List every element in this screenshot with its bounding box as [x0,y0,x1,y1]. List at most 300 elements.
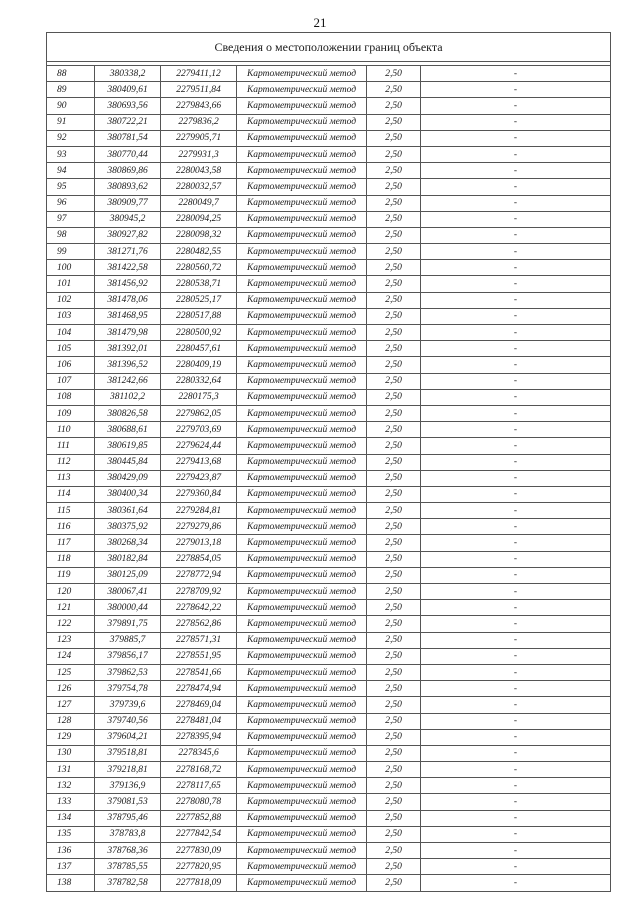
description-cell: - [421,438,611,454]
precision-cell: 2,50 [367,584,421,600]
x-coordinate-cell: 381396,52 [95,357,161,373]
page-number: 21 [313,15,327,30]
table-row [47,762,611,778]
precision-cell: 2,50 [367,810,421,826]
table-row [47,422,611,438]
point-number-cell: 92 [47,130,95,146]
point-number-cell: 119 [47,567,95,583]
precision-cell: 2,50 [367,405,421,421]
table-row [47,276,611,292]
method-cell: Картометрический метод [237,82,367,98]
method-cell: Картометрический метод [237,227,367,243]
table-row [47,357,611,373]
point-number-cell: 97 [47,211,95,227]
x-coordinate-cell: 381456,92 [95,276,161,292]
point-number-cell: 94 [47,163,95,179]
method-cell: Картометрический метод [237,875,367,891]
y-coordinate-cell: 2278642,22 [161,600,237,616]
table-row [47,859,611,875]
precision-cell: 2,50 [367,794,421,810]
method-cell: Картометрический метод [237,405,367,421]
table-row [47,470,611,486]
point-number-cell: 111 [47,438,95,454]
method-cell: Картометрический метод [237,745,367,761]
table-row [47,648,611,664]
description-cell: - [421,729,611,745]
precision-cell: 2,50 [367,357,421,373]
table-row [47,179,611,195]
x-coordinate-cell: 380409,61 [95,82,161,98]
method-cell: Картометрический метод [237,341,367,357]
precision-cell: 2,50 [367,422,421,438]
x-coordinate-cell: 380722,21 [95,114,161,130]
precision-cell: 2,50 [367,632,421,648]
method-cell: Картометрический метод [237,567,367,583]
point-number-cell: 115 [47,503,95,519]
method-cell: Картометрический метод [237,195,367,211]
method-cell: Картометрический метод [237,373,367,389]
precision-cell: 2,50 [367,567,421,583]
point-number-cell: 95 [47,179,95,195]
point-number-cell: 114 [47,486,95,502]
y-coordinate-cell: 2280332,64 [161,373,237,389]
table-row [47,98,611,114]
method-cell: Картометрический метод [237,551,367,567]
x-coordinate-cell: 380688,61 [95,422,161,438]
method-cell: Картометрический метод [237,697,367,713]
x-coordinate-cell: 380781,54 [95,130,161,146]
x-coordinate-cell: 380770,44 [95,146,161,162]
description-cell: - [421,648,611,664]
table-row [47,826,611,842]
x-coordinate-cell: 380125,09 [95,567,161,583]
y-coordinate-cell: 2278474,94 [161,681,237,697]
table-row [47,211,611,227]
x-coordinate-cell: 379081,53 [95,794,161,810]
y-coordinate-cell: 2280094,25 [161,211,237,227]
precision-cell: 2,50 [367,519,421,535]
y-coordinate-cell: 2278345,6 [161,745,237,761]
table-row [47,195,611,211]
description-cell: - [421,98,611,114]
y-coordinate-cell: 2279703,69 [161,422,237,438]
point-number-cell: 112 [47,454,95,470]
y-coordinate-cell: 2279624,44 [161,438,237,454]
description-cell: - [421,584,611,600]
precision-cell: 2,50 [367,664,421,680]
description-cell: - [421,567,611,583]
y-coordinate-cell: 2277818,09 [161,875,237,891]
table-row [47,260,611,276]
y-coordinate-cell: 2278709,92 [161,584,237,600]
y-coordinate-cell: 2280098,32 [161,227,237,243]
point-number-cell: 91 [47,114,95,130]
y-coordinate-cell: 2278395,94 [161,729,237,745]
y-coordinate-cell: 2278854,05 [161,551,237,567]
method-cell: Картометрический метод [237,681,367,697]
method-cell: Картометрический метод [237,130,367,146]
y-coordinate-cell: 2279279,86 [161,519,237,535]
point-number-cell: 121 [47,600,95,616]
table-row [47,486,611,502]
point-number-cell: 102 [47,292,95,308]
precision-cell: 2,50 [367,535,421,551]
y-coordinate-cell: 2278772,94 [161,567,237,583]
boundary-table [46,32,611,892]
precision-cell: 2,50 [367,211,421,227]
point-number-cell: 122 [47,616,95,632]
table-row [47,114,611,130]
y-coordinate-cell: 2280517,88 [161,308,237,324]
precision-cell: 2,50 [367,503,421,519]
method-cell: Картометрический метод [237,713,367,729]
point-number-cell: 104 [47,325,95,341]
table-row [47,794,611,810]
x-coordinate-cell: 379136,9 [95,778,161,794]
point-number-cell: 118 [47,551,95,567]
method-cell: Картометрический метод [237,503,367,519]
table-row [47,535,611,551]
y-coordinate-cell: 2277820,95 [161,859,237,875]
method-cell: Картометрический метод [237,357,367,373]
y-coordinate-cell: 2280043,58 [161,163,237,179]
y-coordinate-cell: 2280482,55 [161,244,237,260]
precision-cell: 2,50 [367,66,421,82]
y-coordinate-cell: 2280032,57 [161,179,237,195]
method-cell: Картометрический метод [237,535,367,551]
description-cell: - [421,325,611,341]
description-cell: - [421,632,611,648]
point-number-cell: 120 [47,584,95,600]
y-coordinate-cell: 2278117,65 [161,778,237,794]
point-number-cell: 129 [47,729,95,745]
point-number-cell: 123 [47,632,95,648]
description-cell: - [421,357,611,373]
point-number-cell: 99 [47,244,95,260]
description-cell: - [421,681,611,697]
description-cell: - [421,762,611,778]
table-row [47,163,611,179]
y-coordinate-cell: 2279411,12 [161,66,237,82]
point-number-cell: 88 [47,66,95,82]
y-coordinate-cell: 2277852,88 [161,810,237,826]
description-cell: - [421,114,611,130]
point-number-cell: 128 [47,713,95,729]
point-number-cell: 106 [47,357,95,373]
precision-cell: 2,50 [367,179,421,195]
table-title: Сведения о местоположении границ объекта [47,33,611,62]
x-coordinate-cell: 380429,09 [95,470,161,486]
point-number-cell: 107 [47,373,95,389]
table-row [47,308,611,324]
x-coordinate-cell: 378785,55 [95,859,161,875]
method-cell: Картометрический метод [237,98,367,114]
table-row [47,810,611,826]
table-row [47,681,611,697]
precision-cell: 2,50 [367,146,421,162]
point-number-cell: 131 [47,762,95,778]
x-coordinate-cell: 380619,85 [95,438,161,454]
precision-cell: 2,50 [367,341,421,357]
precision-cell: 2,50 [367,681,421,697]
description-cell: - [421,745,611,761]
x-coordinate-cell: 379754,78 [95,681,161,697]
x-coordinate-cell: 380869,86 [95,163,161,179]
method-cell: Картометрический метод [237,519,367,535]
x-coordinate-cell: 380445,84 [95,454,161,470]
precision-cell: 2,50 [367,470,421,486]
method-cell: Картометрический метод [237,308,367,324]
table-row [47,130,611,146]
y-coordinate-cell: 2277842,54 [161,826,237,842]
method-cell: Картометрический метод [237,276,367,292]
method-cell: Картометрический метод [237,292,367,308]
point-number-cell: 127 [47,697,95,713]
description-cell: - [421,163,611,179]
precision-cell: 2,50 [367,244,421,260]
method-cell: Картометрический метод [237,114,367,130]
point-number-cell: 126 [47,681,95,697]
precision-cell: 2,50 [367,308,421,324]
description-cell: - [421,130,611,146]
description-cell: - [421,664,611,680]
table-row [47,616,611,632]
x-coordinate-cell: 381102,2 [95,389,161,405]
method-cell: Картометрический метод [237,762,367,778]
x-coordinate-cell: 380693,56 [95,98,161,114]
description-cell: - [421,859,611,875]
description-cell: - [421,66,611,82]
description-cell: - [421,470,611,486]
description-cell: - [421,519,611,535]
x-coordinate-cell: 381392,01 [95,341,161,357]
table-row [47,389,611,405]
y-coordinate-cell: 2280538,71 [161,276,237,292]
y-coordinate-cell: 2280500,92 [161,325,237,341]
point-number-cell: 89 [47,82,95,98]
table-row [47,729,611,745]
point-number-cell: 101 [47,276,95,292]
precision-cell: 2,50 [367,227,421,243]
x-coordinate-cell: 379218,81 [95,762,161,778]
point-number-cell: 130 [47,745,95,761]
point-number-cell: 134 [47,810,95,826]
precision-cell: 2,50 [367,616,421,632]
x-coordinate-cell: 380067,41 [95,584,161,600]
table-row [47,745,611,761]
table-row [47,713,611,729]
precision-cell: 2,50 [367,778,421,794]
method-cell: Картометрический метод [237,600,367,616]
table-row [47,551,611,567]
description-cell: - [421,276,611,292]
precision-cell: 2,50 [367,276,421,292]
method-cell: Картометрический метод [237,179,367,195]
method-cell: Картометрический метод [237,470,367,486]
point-number-cell: 108 [47,389,95,405]
precision-cell: 2,50 [367,826,421,842]
point-number-cell: 113 [47,470,95,486]
method-cell: Картометрический метод [237,211,367,227]
precision-cell: 2,50 [367,486,421,502]
description-cell: - [421,244,611,260]
precision-cell: 2,50 [367,762,421,778]
x-coordinate-cell: 378783,8 [95,826,161,842]
description-cell: - [421,551,611,567]
x-coordinate-cell: 379885,7 [95,632,161,648]
x-coordinate-cell: 379739,6 [95,697,161,713]
table-row [47,600,611,616]
y-coordinate-cell: 2279423,87 [161,470,237,486]
precision-cell: 2,50 [367,697,421,713]
description-cell: - [421,843,611,859]
point-number-cell: 109 [47,405,95,421]
method-cell: Картометрический метод [237,454,367,470]
x-coordinate-cell: 381422,58 [95,260,161,276]
table-row [47,227,611,243]
point-number-cell: 110 [47,422,95,438]
point-number-cell: 93 [47,146,95,162]
y-coordinate-cell: 2278168,72 [161,762,237,778]
precision-cell: 2,50 [367,389,421,405]
precision-cell: 2,50 [367,745,421,761]
precision-cell: 2,50 [367,875,421,891]
precision-cell: 2,50 [367,600,421,616]
precision-cell: 2,50 [367,438,421,454]
table-row [47,697,611,713]
x-coordinate-cell: 379740,56 [95,713,161,729]
table-row [47,82,611,98]
description-cell: - [421,454,611,470]
point-number-cell: 117 [47,535,95,551]
table-row [47,341,611,357]
precision-cell: 2,50 [367,260,421,276]
method-cell: Картометрический метод [237,584,367,600]
method-cell: Картометрический метод [237,859,367,875]
point-number-cell: 138 [47,875,95,891]
precision-cell: 2,50 [367,713,421,729]
method-cell: Картометрический метод [237,810,367,826]
point-number-cell: 133 [47,794,95,810]
y-coordinate-cell: 2279511,84 [161,82,237,98]
y-coordinate-cell: 2279413,68 [161,454,237,470]
y-coordinate-cell: 2279284,81 [161,503,237,519]
x-coordinate-cell: 378782,58 [95,875,161,891]
description-cell: - [421,713,611,729]
method-cell: Картометрический метод [237,438,367,454]
y-coordinate-cell: 2278541,66 [161,664,237,680]
x-coordinate-cell: 379891,75 [95,616,161,632]
table-row [47,292,611,308]
y-coordinate-cell: 2278469,04 [161,697,237,713]
x-coordinate-cell: 379518,81 [95,745,161,761]
description-cell: - [421,227,611,243]
point-number-cell: 103 [47,308,95,324]
description-cell: - [421,292,611,308]
point-number-cell: 90 [47,98,95,114]
point-number-cell: 100 [47,260,95,276]
table-row [47,584,611,600]
x-coordinate-cell: 381271,76 [95,244,161,260]
table-row [47,843,611,859]
point-number-cell: 98 [47,227,95,243]
method-cell: Картометрический метод [237,729,367,745]
method-cell: Картометрический метод [237,486,367,502]
y-coordinate-cell: 2278571,31 [161,632,237,648]
precision-cell: 2,50 [367,130,421,146]
x-coordinate-cell: 380338,2 [95,66,161,82]
point-number-cell: 124 [47,648,95,664]
point-number-cell: 96 [47,195,95,211]
method-cell: Картометрический метод [237,616,367,632]
description-cell: - [421,405,611,421]
description-cell: - [421,503,611,519]
point-number-cell: 135 [47,826,95,842]
method-cell: Картометрический метод [237,389,367,405]
x-coordinate-cell: 380268,34 [95,535,161,551]
y-coordinate-cell: 2280457,61 [161,341,237,357]
x-coordinate-cell: 380182,84 [95,551,161,567]
method-cell: Картометрический метод [237,163,367,179]
method-cell: Картометрический метод [237,632,367,648]
description-cell: - [421,600,611,616]
description-cell: - [421,535,611,551]
description-cell: - [421,82,611,98]
precision-cell: 2,50 [367,82,421,98]
method-cell: Картометрический метод [237,66,367,82]
y-coordinate-cell: 2279843,66 [161,98,237,114]
precision-cell: 2,50 [367,163,421,179]
precision-cell: 2,50 [367,325,421,341]
description-cell: - [421,875,611,891]
x-coordinate-cell: 380927,82 [95,227,161,243]
y-coordinate-cell: 2280409,19 [161,357,237,373]
method-cell: Картометрический метод [237,325,367,341]
table-row [47,503,611,519]
description-cell: - [421,211,611,227]
table-row [47,875,611,891]
x-coordinate-cell: 380000,44 [95,600,161,616]
precision-cell: 2,50 [367,648,421,664]
method-cell: Картометрический метод [237,648,367,664]
description-cell: - [421,826,611,842]
method-cell: Картометрический метод [237,146,367,162]
description-cell: - [421,179,611,195]
precision-cell: 2,50 [367,551,421,567]
point-number-cell: 136 [47,843,95,859]
precision-cell: 2,50 [367,843,421,859]
x-coordinate-cell: 378795,46 [95,810,161,826]
description-cell: - [421,486,611,502]
x-coordinate-cell: 381478,06 [95,292,161,308]
table-row [47,146,611,162]
y-coordinate-cell: 2280560,72 [161,260,237,276]
y-coordinate-cell: 2279905,71 [161,130,237,146]
description-cell: - [421,616,611,632]
method-cell: Картометрический метод [237,260,367,276]
method-cell: Картометрический метод [237,422,367,438]
precision-cell: 2,50 [367,729,421,745]
y-coordinate-cell: 2279931,3 [161,146,237,162]
x-coordinate-cell: 379862,53 [95,664,161,680]
description-cell: - [421,195,611,211]
x-coordinate-cell: 381468,95 [95,308,161,324]
table-row [47,66,611,82]
table-row [47,438,611,454]
description-cell: - [421,389,611,405]
y-coordinate-cell: 2280049,7 [161,195,237,211]
table-row [47,519,611,535]
